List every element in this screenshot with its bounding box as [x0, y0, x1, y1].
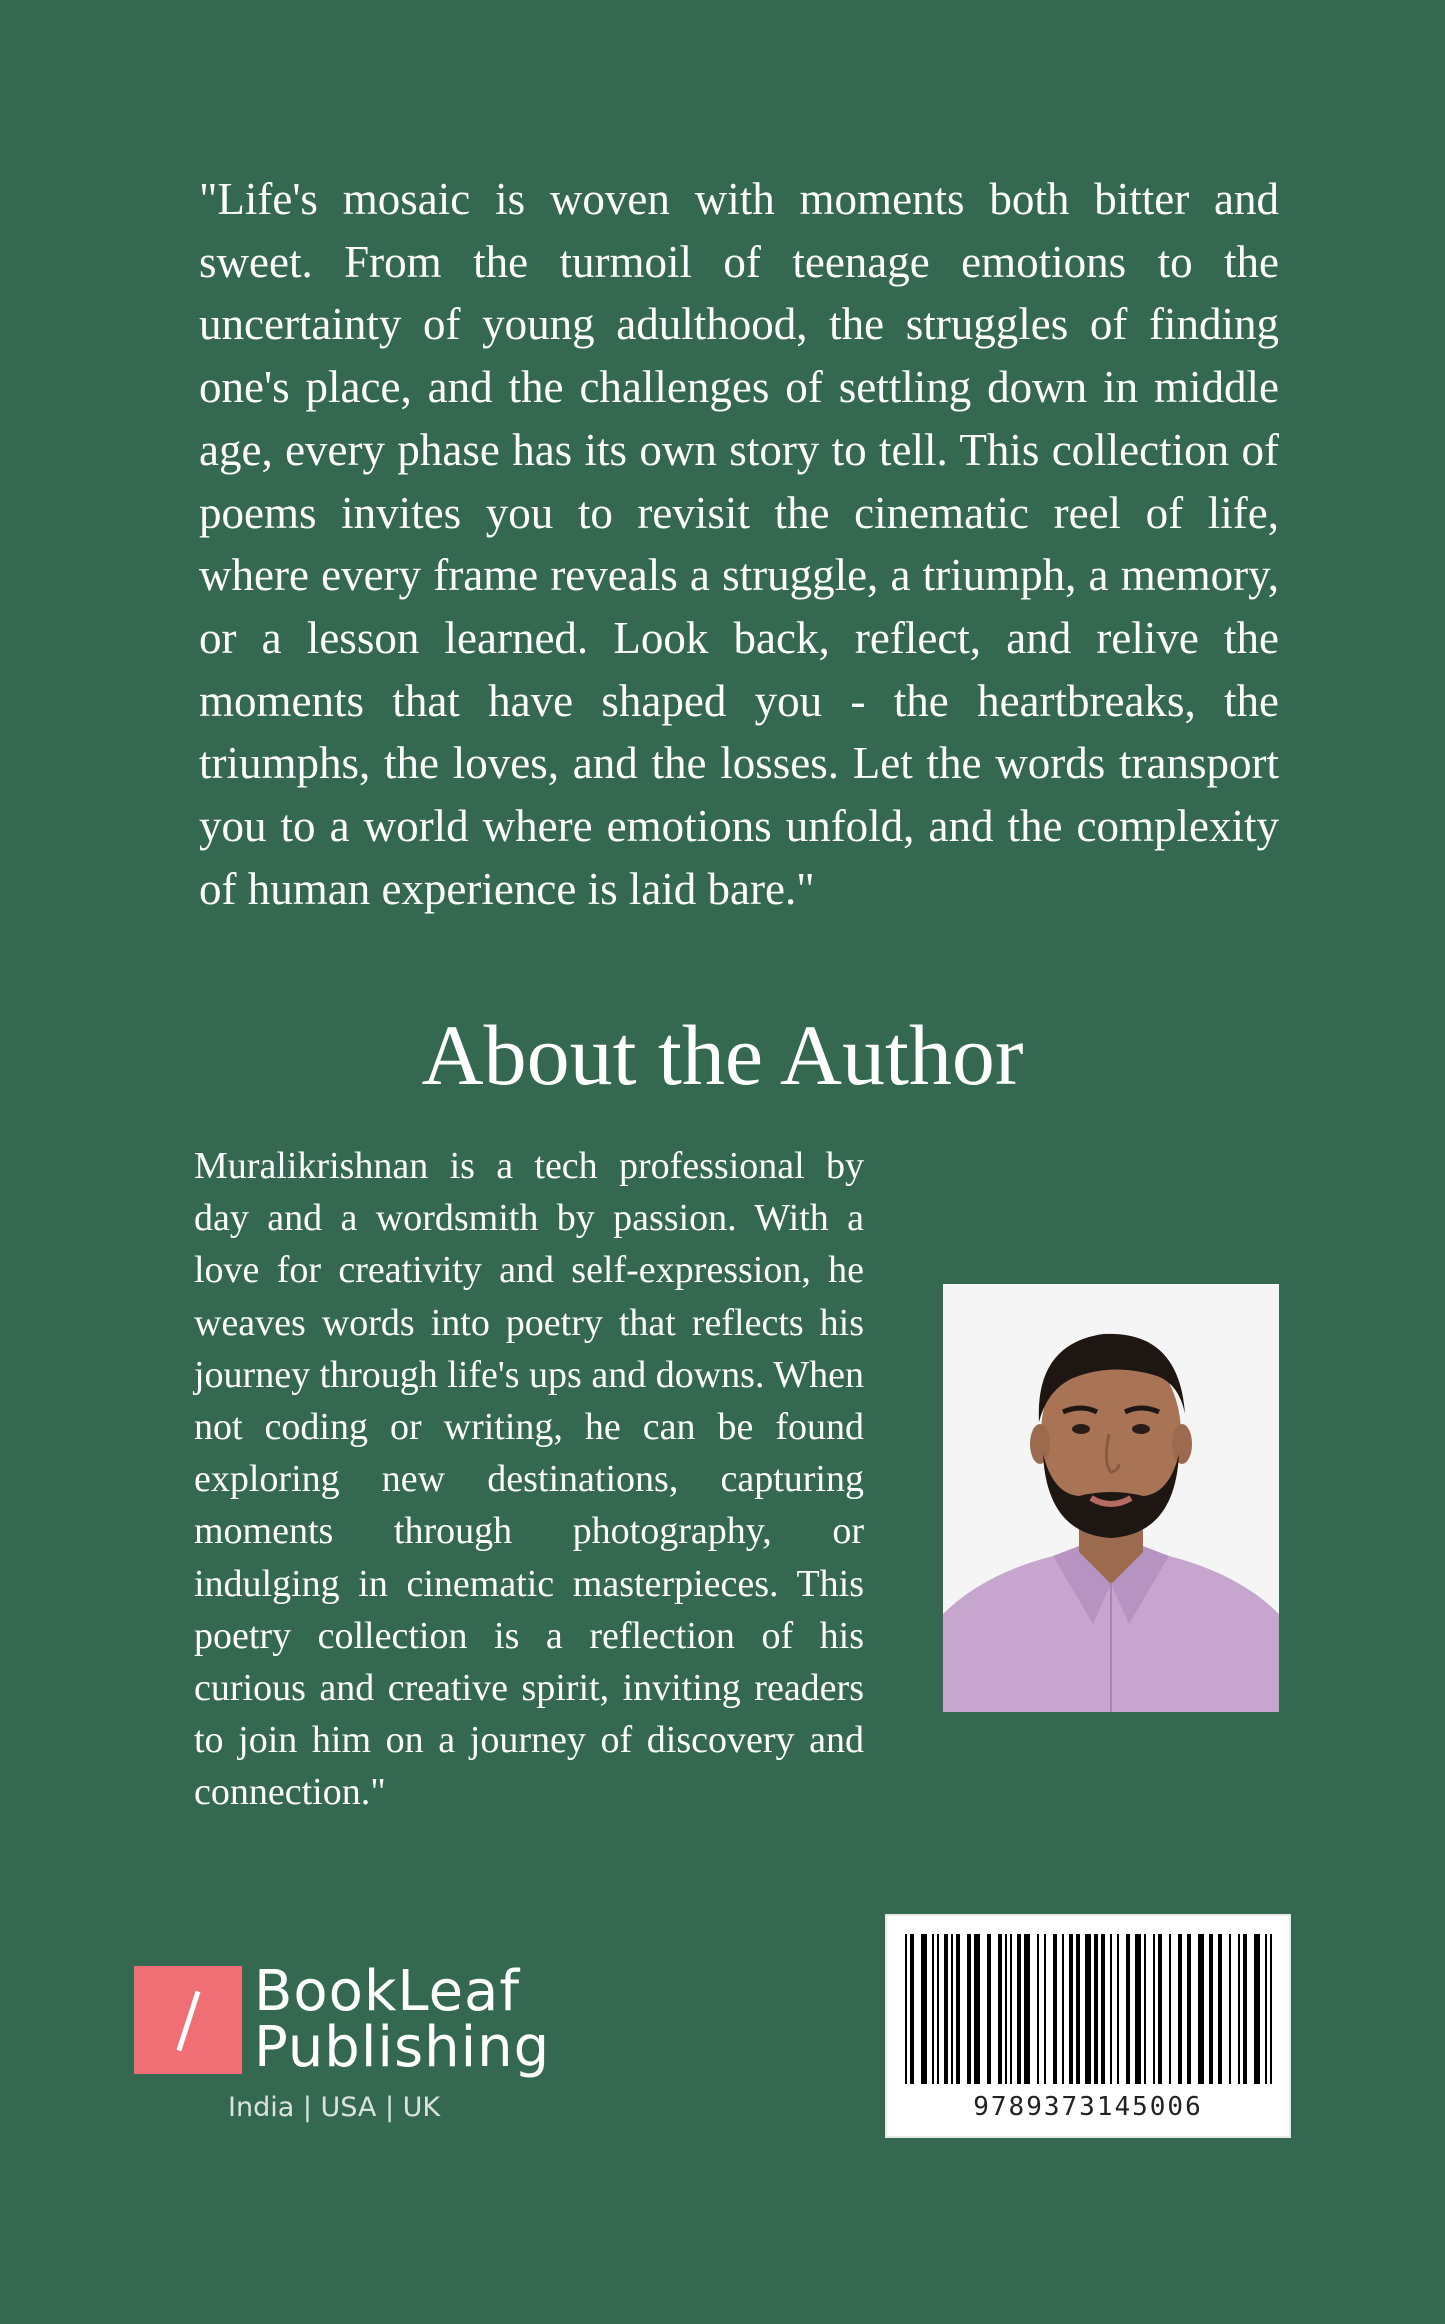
publisher-name-line1: BookLeaf: [254, 1959, 521, 2024]
publisher-regions: India | USA | UK: [228, 2092, 441, 2123]
author-bio: Muralikrishnan is a tech professional by day and a wordsmith by passion. With a love for creativity and self-expression, he weaves words into poetry that reflects his journey through life's ups and downs. When not coding or writing, he can be found exploring new destinations, capturing moments through photography, or indulging in cinematic masterpieces. This poetry collection is a reflection of his curious and creative spirit, inviting readers to join him on a journey of discovery and connection.": [194, 1145, 864, 1814]
isbn-number: 9789373145006: [973, 2092, 1203, 2122]
author-portrait-image: [943, 1284, 1279, 1712]
isbn-barcode: [885, 1914, 1291, 2138]
back-cover-blurb: "Life's mosaic is woven with moments both bitter and sweet. From the turmoil of teenage emotions to the uncertainty of young adulthood, the struggles of finding one's place, and the challenges of settling down in middle age, every phase has its own story to tell. This collection of poems invites you to revisit the cinematic reel of life, where every frame reveals a struggle, a triumph, a memory, or a lesson learned. Look back, reflect, and relive the moments that have shaped you - the heartbreaks, the triumphs, the loves, and the losses. Let the words transport you to a world where emotions unfold, and the complexity of human experience is laid bare.": [199, 174, 1279, 914]
barcode-bars: [905, 1934, 1275, 2084]
about-author-heading: About the Author: [421, 1007, 1024, 1103]
publisher-logo: [134, 1959, 554, 2132]
publisher-name-line2: Publishing: [254, 2015, 551, 2080]
logo-slash-icon: [134, 1966, 242, 2074]
author-photo: [943, 1284, 1279, 1712]
